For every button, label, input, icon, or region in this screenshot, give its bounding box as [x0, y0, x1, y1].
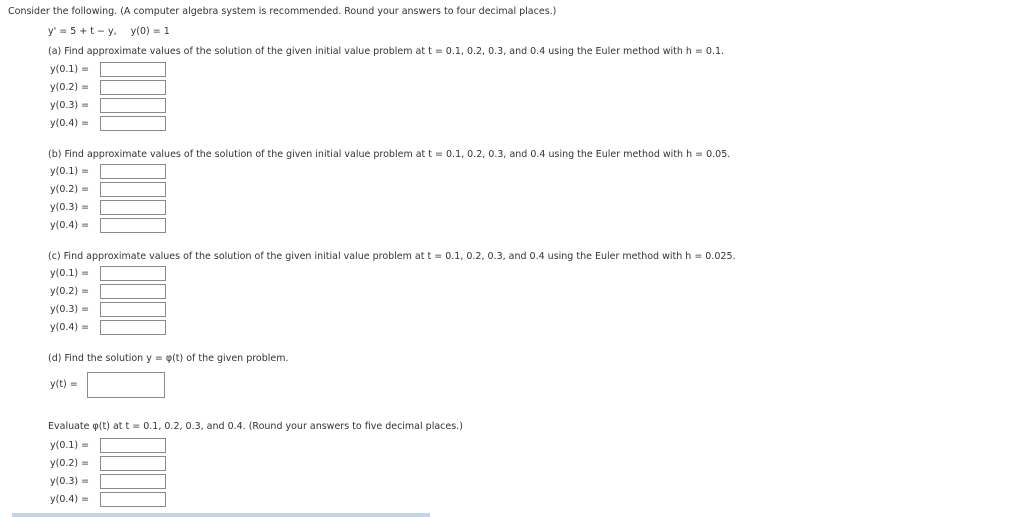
- part-a-label-1: y(0.1) =: [50, 63, 90, 75]
- part-d-solution-row: [50, 371, 165, 398]
- part-c-answer-2[interactable]: [100, 284, 166, 299]
- part-d-solution-answer[interactable]: [87, 372, 165, 398]
- part-b-row-4: [50, 217, 166, 233]
- part-c-row-3: [50, 301, 166, 317]
- part-a-row-1: [50, 61, 166, 77]
- part-c-row-1: [50, 265, 166, 281]
- evaluate-answer-3[interactable]: [100, 474, 166, 489]
- evaluate-answer-1[interactable]: [100, 438, 166, 453]
- part-c-answer-4[interactable]: [100, 320, 166, 335]
- part-c-answer-1[interactable]: [100, 266, 166, 281]
- part-c-label-1: y(0.1) =: [50, 267, 90, 279]
- evaluate-label-4: y(0.4) =: [50, 493, 90, 505]
- evaluate-row-3: [50, 473, 166, 489]
- part-c-label-4: y(0.4) =: [50, 321, 90, 333]
- part-b-label-1: y(0.1) =: [50, 165, 90, 177]
- part-a-label-2: y(0.2) =: [50, 81, 90, 93]
- part-a-answer-3[interactable]: [100, 98, 166, 113]
- part-a-row-2: [50, 79, 166, 95]
- part-b-answer-2[interactable]: [100, 182, 166, 197]
- part-b-row-2: [50, 181, 166, 197]
- evaluate-label-1: y(0.1) =: [50, 439, 90, 451]
- horizontal-scrollbar[interactable]: [12, 513, 430, 517]
- ode-initial-condition: y(0) = 1: [130, 26, 170, 37]
- part-b-label-2: y(0.2) =: [50, 183, 90, 195]
- part-b-row-1: [50, 163, 166, 179]
- part-c-row-2: [50, 283, 166, 299]
- part-a-answer-1[interactable]: [100, 62, 166, 77]
- part-a-label-4: y(0.4) =: [50, 117, 90, 129]
- part-b-label-4: y(0.4) =: [50, 219, 90, 231]
- evaluate-row-2: [50, 455, 166, 471]
- part-c-label-3: y(0.3) =: [50, 303, 90, 315]
- part-c-answer-3[interactable]: [100, 302, 166, 317]
- part-a-prompt: (a) Find approximate values of the solution of the given initial value problem at t = 0.1, 0.2, 0.3, and 0.4 using the Euler method with h = 0.1.: [48, 46, 725, 57]
- differential-equation: [48, 26, 170, 37]
- evaluate-label-2: y(0.2) =: [50, 457, 90, 469]
- part-d-prompt: (d) Find the solution y = φ(t) of the given problem.: [48, 353, 289, 364]
- part-a-label-3: y(0.3) =: [50, 99, 90, 111]
- part-a-answer-2[interactable]: [100, 80, 166, 95]
- part-b-answer-1[interactable]: [100, 164, 166, 179]
- evaluate-answer-4[interactable]: [100, 492, 166, 507]
- evaluate-row-1: [50, 437, 166, 453]
- part-b-answer-3[interactable]: [100, 200, 166, 215]
- part-a-row-4: [50, 115, 166, 131]
- problem-instructions: Consider the following. (A computer algebra system is recommended. Round your answers to four decimal places.): [8, 6, 557, 17]
- part-b-row-3: [50, 199, 166, 215]
- part-d-solution-label: y(t) =: [50, 379, 78, 390]
- ode-equation: y' = 5 + t − y,: [48, 26, 117, 37]
- evaluate-prompt: Evaluate φ(t) at t = 0.1, 0.2, 0.3, and 0.4. (Round your answers to five decimal places.): [48, 421, 463, 432]
- part-b-label-3: y(0.3) =: [50, 201, 90, 213]
- part-a-answer-4[interactable]: [100, 116, 166, 131]
- part-a-row-3: [50, 97, 166, 113]
- part-c-prompt: (c) Find approximate values of the solution of the given initial value problem at t = 0.1, 0.2, 0.3, and 0.4 using the Euler method with h = 0.025.: [48, 251, 736, 262]
- evaluate-row-4: [50, 491, 166, 507]
- evaluate-label-3: y(0.3) =: [50, 475, 90, 487]
- evaluate-answer-2[interactable]: [100, 456, 166, 471]
- part-b-prompt: (b) Find approximate values of the solution of the given initial value problem at t = 0.1, 0.2, 0.3, and 0.4 using the Euler method with h = 0.05.: [48, 149, 731, 160]
- part-b-answer-4[interactable]: [100, 218, 166, 233]
- part-c-label-2: y(0.2) =: [50, 285, 90, 297]
- part-c-row-4: [50, 319, 166, 335]
